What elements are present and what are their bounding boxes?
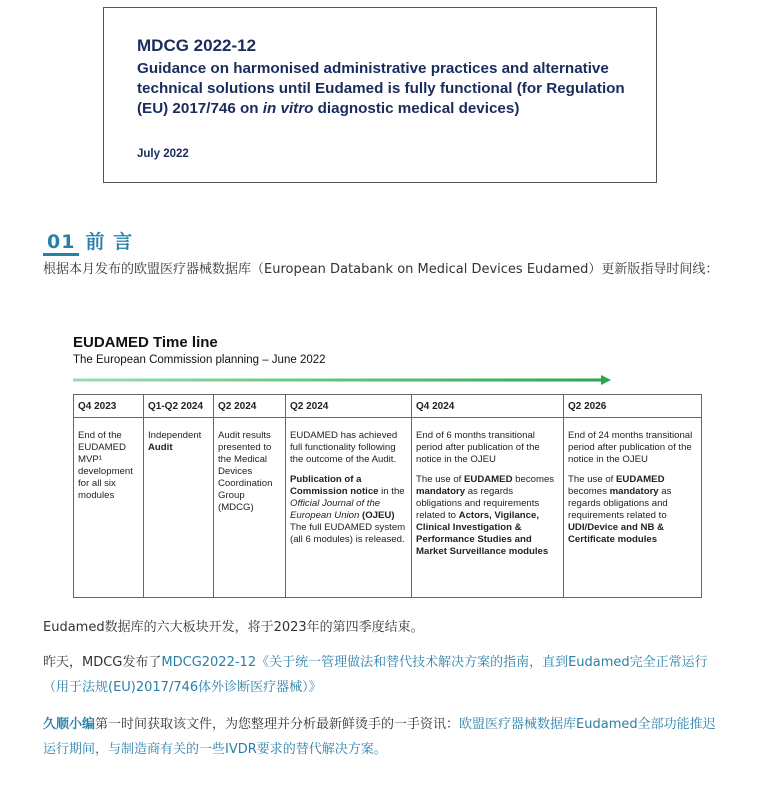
- document-date: July 2022: [137, 148, 189, 160]
- guidance-link[interactable]: MDCG2022-12《关于统一管理做法和替代技术解决方案的指南，直到Eudamed完全正常运行（用于法规(EU)2017/746体外诊断医疗器械）》: [43, 655, 708, 695]
- timeline-subtitle: The European Commission planning – June 2022: [73, 354, 326, 366]
- timeline-body-row: [74, 418, 702, 598]
- section-number: 01: [43, 231, 79, 256]
- intro-paragraph: 根据本月发布的欧盟医疗器械数据库（European Databank on Medical Devices Eudamed）更新版指导时间线：: [43, 262, 719, 277]
- document-code: MDCG 2022-12: [137, 36, 257, 55]
- timeline-header-cell: Q2 2026: [564, 395, 702, 418]
- timeline-cell-q4-2024: End of 6 months transitional period after publication of the notice in the OJEU The use of EUDAMED becomes mandatory as regards obligations and requirements related to Actors, Vigilance, Clinical Investigation & Performance Studies and Market Surveillance modules: [412, 418, 564, 598]
- guidance-cover-image: [103, 7, 657, 183]
- publication-paragraph: [43, 650, 723, 700]
- summary-text: 第一时间获取该文件，为您整理并分析最新鲜烫手的一手资讯：: [95, 717, 460, 732]
- editor-name: 久顺小编: [43, 717, 96, 732]
- timeline-header-row: [74, 395, 702, 418]
- document-subtitle: Guidance on harmonised administrative practices and alternative technical solutions until Eudamed is fully functional (for Regulation (EU) 2017/746 on in vitro diagnostic medical devices): [137, 60, 625, 117]
- timeline-header-cell: Q4 2023: [74, 395, 144, 418]
- timeline-cell-q1q2-2024: Independent Audit: [144, 418, 214, 598]
- publication-text: 昨天，MDCG发布了: [43, 655, 162, 670]
- timeline-header-cell: Q2 2024: [286, 395, 412, 418]
- modules-paragraph: Eudamed数据库的六大板块开发，将于2023年的第四季度结束。: [43, 620, 424, 635]
- summary-highlight: 欧盟医疗器械数据库Eudamed全部功能推迟运行期间，与制造商有关的一些IVDR要求的替代解决方案。: [43, 717, 716, 757]
- timeline-arrow-icon: [73, 374, 613, 386]
- timeline-cell-q2-2024-release: EUDAMED has achieved full functionality following the outcome of the Audit. Publication of a Commission notice in the Official Journal of the European Union (OJEU) The full EUDAMED system (all 6 modules) is released.: [286, 418, 412, 598]
- timeline-header-cell: Q4 2024: [412, 395, 564, 418]
- summary-paragraph: [43, 712, 723, 762]
- timeline-header-cell: Q1-Q2 2024: [144, 395, 214, 418]
- section-title: 前 言: [85, 231, 134, 253]
- timeline-table: [73, 394, 702, 598]
- timeline-cell-q2-2024-audit: Audit results presented to the Medical Devices Coordination Group (MDCG): [214, 418, 286, 598]
- timeline-header-cell: Q2 2024: [214, 395, 286, 418]
- timeline-title: EUDAMED Time line: [73, 334, 218, 351]
- timeline-cell-q4-2023: End of the EUDAMED MVP¹ development for all six modules: [74, 418, 144, 598]
- timeline-cell-q2-2026: End of 24 months transitional period after publication of the notice in the OJEU The use of EUDAMED becomes mandatory as regards obligations and requirements related to UDI/Device and NB & Certificate modules: [564, 418, 702, 598]
- section-heading: [43, 227, 133, 256]
